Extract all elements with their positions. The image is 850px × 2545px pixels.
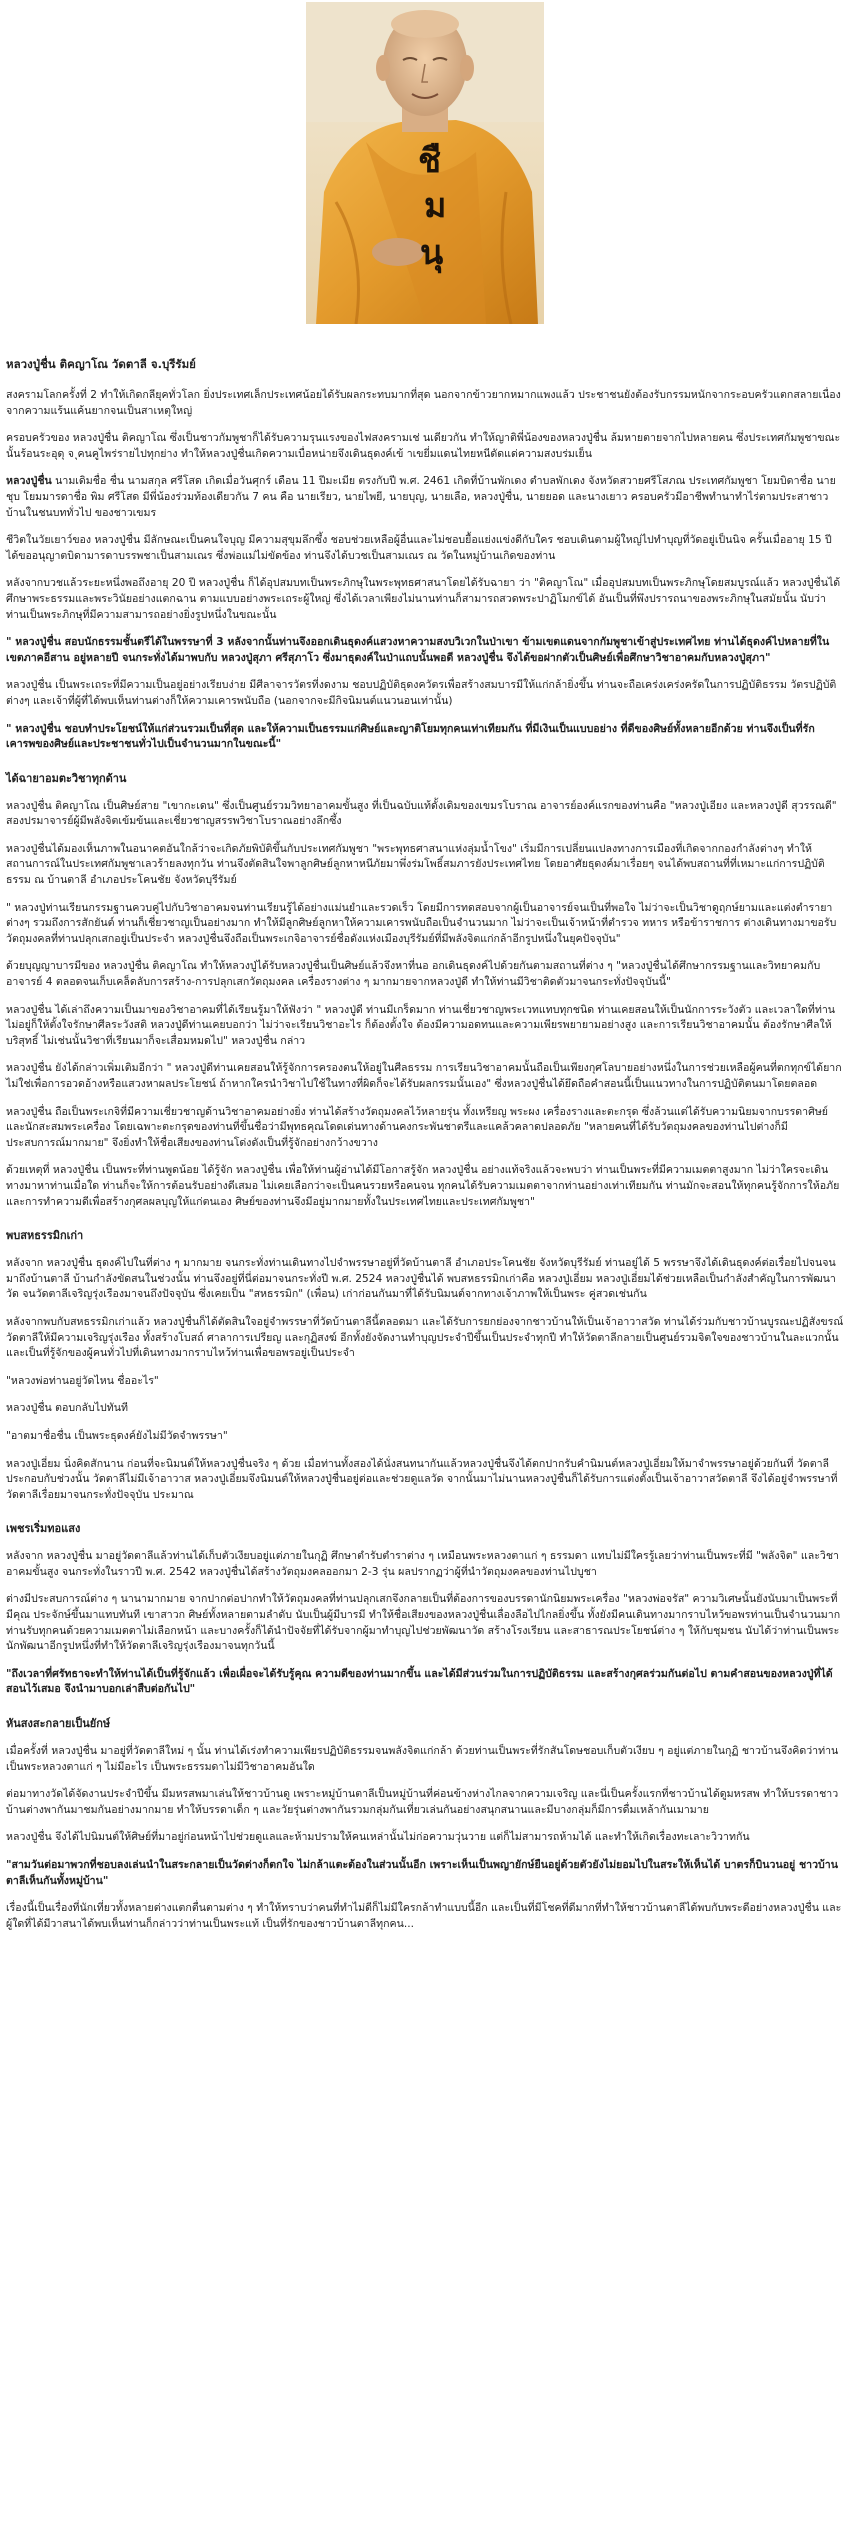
- body-paragraph: หลวงปู่ชื่น ติคญาโณ เป็นศิษย์สาย "เขากะเดน" ซึ่งเป็นศูนย์รวมวิทยาอาคมขั้นสูง ที่เป็นฉบับแท้ดั้งเดิมของเขมรโบราณ อาจารย์องค์แรกของท่านคือ "หลวงปู่เอียง และหลวงปู่ดี สุวรรณดี" สองปรมาจารย์ผู้มีพลังจิตเข้มข้นและเชี่ยวชาญสรรพวิชาโบราณอย่างลึกซึ้ง: [6, 799, 837, 828]
- body-paragraph: หลวงปู่ชื่น ได้เล่าถึงความเป็นมาของวิชาอาคมที่ได้เรียนรู้มาให้ฟังว่า " หลวงปู่ดี ท่านมีเกร็ดมาก ท่านเชี่ยวชาญพระเวทแทบทุกชนิด ท่านเคยสอนให้เป็นนักการระวังตัว และเวลาใดที่ท่านไม่อยู่ก็ให้ตั้งใจรักษาศีลระวังสติ หลวงปู่ดีท่านเคยบอกว่า ไม่ว่าจะเรียนวิชาอะไร ก็ต้องตั้งใจ ต้องมีความอดทนและความเพียรพยายามอย่างสูง และการเรียนวิชาอาคมนั้น ต้องรักษาศีลให้บริสุทธิ์ ไม่เช่นนั้นวิชาที่เรียนมาก็จะเสื่อมหมดไป" หลวงปู่ชื่น กล่าว: [6, 1003, 836, 1047]
- body-paragraph: หลังจากพบกับสหธรรมิกเก่าแล้ว หลวงปู่ชื่นก็ได้ตัดสินใจอยู่จำพรรษาที่วัดบ้านตาลีนี้ตลอดมา และได้รับการยกย่องจากชาวบ้านให้เป็นเจ้าอาวาสวัด ท่านได้ร่วมกับชาวบ้านบูรณะปฏิสังขรณ์วัดตาลีให้มีความเจริญรุ่งเรือง ทั้งสร้างโบสถ์ ศาลาการเปรียญ และกุฏิสงฆ์ อีกทั้งยังจัดงานทำบุญประจำปีขึ้นเป็นประจำทุกปี ทำให้วัดตาลีกลายเป็นศูนย์รวมจิตใจของชาวบ้านในละแวกนั้น และเป็นที่รู้จักของผู้คนทั่วไปที่เดินทางมากราบไหว้ท่านเพื่อขอพรอยู่เป็นประจำ: [6, 1315, 844, 1360]
- highlight-quote: " หลวงปู่ชื่น ชอบทำประโยชน์ให้แก่ส่วนรวมเป็นที่สุด และให้ความเป็นธรรมแก่ศิษย์และญาติโยมทุกคนเท่าเทียมกัน ที่มีเงินเป็นแบบอย่าง ที่ดีของศิษย์ทั้งหลายอีกด้วย ท่านจึงเป็นที่รักเคารพของศิษย์และประชาชนทั่วไปเป็นจำนวนมากในขณะนี้": [6, 722, 815, 751]
- photo-container: [0, 0, 850, 328]
- article-body: [0, 328, 850, 1932]
- dialogue-line: "หลวงพ่อท่านอยู่วัดไหน ชื่ออะไร": [6, 1374, 159, 1387]
- body-paragraph: หลังจาก หลวงปู่ชื่น มาอยู่วัดตาลีแล้วท่านได้เก็บตัวเงียบอยู่แต่ภายในกุฏิ ศึกษาตำรับตำราต่าง ๆ เหมือนพระหลวงตาแก่ ๆ ธรรมดา แทบไม่มีใครรู้เลยว่าท่านเป็นพระที่มี "พลังจิต" และวิชาอาคมขั้นสูง จนกระทั่งในราวปี พ.ศ. 2542 หลวงปู่ชื่นได้สร้างวัตถุมงคลออกมา 2-3 รุ่น ผลปรากฏว่าผู้ที่นำวัตถุมงคลของท่านไปบูชา: [6, 1550, 840, 1578]
- body-paragraph: เรื่องนี้เป็นเรื่องที่นักเที่ยวทั้งหลายต่างแตกตื่นตามต่าง ๆ ทำให้ทราบว่าคนที่ทำไม่ดีก็ไม่มีใครกล้าทำแบบนี้อีก และเป็นที่มีโชคที่ดีมากที่ทำให้ชาวบ้านตาลีได้พบกับพระดีอย่างหลวงปู่ชื่น และผู้ใดที่ได้มีวาสนาได้พบเห็นท่านก็กล่าวว่าท่านเป็นพระแท้ เป็นที่รักของชาวบ้านตาลีทุกคน...: [6, 1902, 842, 1930]
- body-paragraph: หลวงปู่เอี่ยม นิ่งคิดสักนาน ก่อนที่จะนิมนต์ให้หลวงปู่ชื่นจริง ๆ ด้วย เมื่อท่านทั้งสองได้นั่งสนทนากันแล้วหลวงปู่ชื่นจึงได้ตกปากรับคำนิมนต์หลวงปู่เอี่ยมให้มาจำพรรษาอยู่ด้วยกันที่ วัดตาลี ประกอบกับช่วงนั้น วัดตาลีไม่มีเจ้าอาวาส หลวงปู่เอี่ยมจึงนิมนต์ให้หลวงปู่ชื่นอยู่ต่อและช่วยดูแลวัด จากนั้นมาไม่นานหลวงปู่ชื่นก็ได้รับการแต่งตั้งเป็นเจ้าอาวาสวัดตาลี จึงได้อยู่จำพรรษาที่วัดตาลีเรื่อยมาจนกระทั่งปัจจุบัน ประมาณ: [6, 1457, 838, 1501]
- dialogue-line: "อาตมาชื่อชื่น เป็นพระธุดงค์ยังไม่มีวัดจำพรรษา": [6, 1429, 228, 1442]
- body-paragraph: หลังจาก หลวงปู่ชื่น ธุดงค์ไปในที่ต่าง ๆ มากมาย จนกระทั่งท่านเดินทางไปจำพรรษาอยู่ที่วัดบ้านตาลี อำเภอประโคนชัย จังหวัดบุรีรัมย์ ท่านอยู่ได้ 5 พรรษาจึงได้เดินธุดงค์ต่อเรื่อยไปจนจนมาถึงบ้านตาลี บ้านกำลังขัดสนในช่วงนั้น ท่านจึงอยู่ที่นี่ต่อมาจนกระทั่งปี พ.ศ. 2524 หลวงปู่ชื่นได้ พบสหธรรมิกเก่าคือ หลวงปู่เอี่ยม หลวงปู่เอี่ยมได้ช่วยเหลือเป็นกำลังสำคัญในการพัฒนาวัด จนวัดตาลีเจริญรุ่งเรืองมาจนถึงปัจจุบัน ซึ่งเคยเป็น "สหธรรมิก" (เพื่อน) เก่าก่อนกันมาที่ได้รับนิมนต์จากทางเจ้าภาพให้เป็นพระ คู่สวดเช่นกัน: [6, 1257, 836, 1301]
- body-paragraph: หลวงปู่ชื่น จึงได้ไปนิมนต์ให้ศิษย์ที่มาอยู่ก่อนหน้าไปช่วยดูแลและห้ามปรามให้คนเหล่านั้นไม่ก่อความวุ่นวาย แต่ก็ไม่สามารถห้ามได้ และทำให้เกิดเรื่องทะเลาะวิวาทกัน: [6, 1831, 750, 1844]
- monk-photo-illustration: [306, 2, 544, 324]
- name-glyph-2: ม: [424, 186, 447, 226]
- body-paragraph: ต่อมาทางวัดได้จัดงานประจำปีขึ้น มีมหรสพมาเล่นให้ชาวบ้านดู เพราะหมู่บ้านตาลีเป็นหมู่บ้านที่ค่อนข้างห่างไกลจากความเจริญ และนี่เป็นครั้งแรกที่ชาวบ้านได้ดูมหรสพ ทำให้บรรดาชาวบ้านต่างพากันมาชมกันอย่างมากมาย ทำให้บรรดาเด็ก ๆ และวัยรุ่นต่างพากันรวมกลุ่มกันเที่ยวเล่นกันอย่างสนุกสนานและมีบางกลุ่มก็มีการดื่มเหล้ากันเมามาย: [6, 1788, 839, 1816]
- bio-label: หลวงปู่ชื่น: [6, 475, 52, 488]
- intro-paragraph: ครอบครัวของ หลวงปู่ชื่น ติคญาโณ ซึ่งเป็นชาวกัมพูชาก็ได้รับความรุนแรงของไฟสงครามเช่ นเดียวกัน ทำให้ญาติพี่น้องของหลวงปู่ชื่น ล้มหายตายจากไปหลายคน ซึ่งประเทศกัมพูชาขณะนั้นร้อนระอุดุ จ ุคนคูไพร่รายไปทุกย่าง ทำให้หลวงปู่ชื่นเกิดความเบื่อหน่ายจึงเดินธุดงค์เข้ าเขยี่มแดนไทยหนีดัดแด่ความสงบร่มเย็น: [6, 432, 841, 460]
- section-heading: ได้ฉายาอมตะวิชาทุกด้าน: [6, 771, 127, 785]
- body-paragraph: หลวงปู่ชื่น ยังได้กล่าวเพิ่มเติมอีกว่า " หลวงปู่ดีท่านเคยสอนให้รู้จักการครองตนให้อยู่ในศีลธรรม การเรียนวิชาอาคมนั้นถือเป็นเพียงกุศโลบายอย่างหนึ่งในการช่วยเหลือผู้คนที่ตกทุกข์ได้ยาก ไม่ใช่เพื่อการอวดอ้างหรือแสวงหาผลประโยชน์ ถ้าหากใครนำวิชาไปใช้ในทางที่ผิดก็จะได้รับผลกรรมนั้นเอง" ซึ่งหลวงปู่ชื่นได้ยึดถือคำสอนนี้เป็นแนวทางในการปฏิบัติตนมาโดยตลอด: [6, 1062, 842, 1090]
- dialogue-line: หลวงปู่ชื่น ตอบกลับไปทันที: [6, 1402, 128, 1415]
- highlight-quote: "สามวันต่อมาพวกที่ชอบลงเล่นนำในสระกลายเป็นวัดต่างก็ตกใจ ไม่กล้าแตะต้องในส่วนนั้นอีก เพราะเห็นเป็นพญายักษ์ยืนอยู่ด้วยตัวยังไม่ยอมไปในสระให้เห็นได้ บาตรก็บินวนอยู่ ชาวบ้านตาลีเห็นกันทั้งหมู่บ้าน": [6, 1859, 838, 1887]
- body-paragraph: หลวงปู่ชื่น เป็นพระเถระที่มีความเป็นอยู่อย่างเรียบง่าย มีศีลาจารวัตรที่งดงาม ชอบปฏิบัติธุดงควัตรเพื่อสร้างสมบารมีให้แก่กล้ายิ่งขึ้น ท่านจะถือเคร่งเคร่งครัดในการปฏิบัติธรรม วัตรปฏิบัติต่างๆ และเจ้าที่ผู้ที่ได้พบเห็นท่านต่างก็ให้ความเคารพนับถือ (นอกจากจะมีกิจนิมนต์แนวนอนเท่านั้น): [6, 679, 837, 707]
- body-paragraph: เมื่อครั้งที่ หลวงปู่ชื่น มาอยู่ที่วัดตาลีใหม่ ๆ นั้น ท่านได้เร่งทำความเพียรปฏิบัติธรรมจนพลังจิตแก่กล้า ด้วยท่านเป็นพระที่รักสันโดษชอบเก็บตัวเงียบ ๆ อยู่แต่ภายในกุฏิ ชาวบ้านจึงคิดว่าท่านเป็นพระหลวงตาแก่ ๆ ไม่มีอะไร เป็นพระธรรมดาไม่มีวิชาอาคมอันใด: [6, 1745, 839, 1773]
- name-glyph-3: นุ: [420, 233, 444, 273]
- body-paragraph: หลังจากบวชแล้วระยะหนึ่งพอถึงอายุ 20 ปี หลวงปู่ชื่น ก็ได้อุปสมบทเป็นพระภิกษุในพระพุทธศาสนาโดยได้รับฉายา ว่า "ติคญาโณ" เมื่ออุปสมบทเป็นพระภิกษุโดยสมบูรณ์แล้ว หลวงปู่ชื่นได้ศึกษาพระธรรมและพระวินัยอย่างแตกฉาน ตามแบบอย่างพระเถระผู้ใหญ่ ซึ่งได้เวลาเพียงไม่นานท่านก็สามารถสวดพระปาฏิโมกข์ได้ อันเป็นที่พึงปรารถนาของพระภิกษุในสมัยนั้น นับว่าท่านเป็นพระภิกษุที่มีความสามารถอย่างยิ่งรูปหนึ่งในขณะนั้น: [6, 577, 841, 621]
- section-heading: เพชรเริ่มทอแสง: [6, 1522, 81, 1536]
- name-glyph-1: ชื: [418, 141, 442, 181]
- highlight-quote: " หลวงปู่ชื่น สอบนักธรรมชั้นตรีได้ในพรรษาที่ 3 หลังจากนั้นท่านจึงออกเดินธุดงค์แสวงหาความสงบวิเวกในป่าเขา ข้ามเขตแดนจากกัมพูชาเข้าสู่ประเทศไทย ท่านได้ธุดงค์ไปหลายที่ในเขตภาคอีสาน อยู่หลายปี จนกระทั่งได้มาพบกับ หลวงปู่สุภา ศรีสุภาโว ซึ่งมาธุดงค์ในป่าแถบนั้นพอดี หลวงปู่ชื่น จึงได้ขอฝากตัวเป็นศิษย์เพื่อศึกษาวิชาอาคมกับหลวงปู่สุภา": [6, 636, 830, 664]
- intro-paragraph: สงครามโลกครั้งที่ 2 ทำให้เกิดกลียุคทั่วโลก ยิ่งประเทศเล็กประเทศน้อยได้รับผลกระทบมากที่สุด นอกจากข้าวยากหมากแพงแล้ว ประชาชนยังต้องรับกรรมหนักจากระอบครัวแตกสลายเนื่อง จากความแร้นแค้นยากจนเป็นสาเหตุใหญ่: [6, 389, 841, 417]
- section-heading: พบสหธรรมิกเก่า: [6, 1229, 84, 1243]
- bio-paragraph: [6, 474, 844, 521]
- body-paragraph: " หลวงปู่ท่านเรียนกรรมฐานควบคู่ไปกับวิชาอาคมจนท่านเรียนรู้ได้อย่างแม่นยำและรวดเร็ว โดยมีการทดสอบจากผู้เป็นอาจารย์จนเป็นที่พอใจ ไม่ว่าจะเป็นวิชาดูฤกษ์ยามและแต่งตำรายาต่างๆ รวมถึงการสักยันต์ ท่านก็เชี่ยวชาญเป็นอย่างมาก ทำให้มีลูกศิษย์ลูกหาให้ความเคารพนับถือเป็นจำนวนมาก ไม่ว่าจะเป็นเจ้าหน้าที่ตำรวจ ทหาร หรือข้าราชการ ต่างเดินทางมาขอรับวัตถุมงคลที่ท่านปลุกเสกอยู่เป็นประจำ หลวงปู่ชื่นจึงถือเป็นพระเกจิอาจารย์ชื่อดังแห่งเมืองบุรีรัมย์ที่มีพลังจิตแก่กล้าอีกรูปหนึ่งในยุคปัจจุบัน": [6, 901, 837, 945]
- monk-photo: [306, 2, 544, 324]
- section-heading: หันสงสะกลายเป็นยักษ์: [6, 1717, 111, 1731]
- body-paragraph: หลวงปู่ชื่น ถือเป็นพระเกจิที่มีความเชี่ยวชาญด้านวิชาอาคมอย่างยิ่ง ท่านได้สร้างวัตถุมงคลไว้หลายรุ่น ทั้งเหรียญ พระผง เครื่องรางและตะกรุด ซึ่งล้วนแต่ได้รับความนิยมจากบรรดาศิษย์และนักสะสมพระเครื่อง โดยเฉพาะตะกรุดของท่านที่ขึ้นชื่อว่ามีพุทธคุณโดดเด่นทางด้านคงกระพันชาตรีและแคล้วคลาดปลอดภัย "หลายคนที่ได้รับวัตถุมงคลของท่านไปต่างก็มีประสบการณ์มากมาย" จึงยิ่งทำให้ชื่อเสียงของท่านโด่งดังเป็นที่รู้จักอย่างกว้างขวาง: [6, 1105, 829, 1149]
- body-paragraph: ต่างมีประสบการณ์ต่าง ๆ นานามากมาย จากปากต่อปากทำให้วัตถุมงคลที่ท่านปลุกเสกจึงกลายเป็นที่ต้องการของบรรดานักนิยมพระเครื่อง "หลวงพ่อจรัส" ความวิเศษนั้นยังนับมาเป็นพระที่มีคุณ ประจักษ์ขึ้นมาแทบทันที เขาสาวก ศิษย์ทั้งหลายตามลำดับ นับเป็นผู้มีบารมี ทำให้ชื่อเสียงของหลวงปู่ชื่นเลื่องลือไปไกลยิ่งขึ้น ทั้งยังมีคนเดินทางมากราบไหว้ขอพรท่านเป็นจำนวนมาก ท่านรับทุกคนด้วยความเมตตาไม่เลือกหน้า และบางครั้งก็ได้นำปัจจัยที่ได้รับจากผู้มาทำบุญไปช่วยพัฒนาวัด สร้างโรงเรียน และสาธารณประโยชน์ต่าง ๆ ให้กับชุมชน นับได้ว่าท่านเป็นพระนักพัฒนาอีกรูปหนึ่งที่ทำให้วัดตาลีเจริญรุ่งเรืองมาจนทุกวันนี้: [6, 1593, 841, 1653]
- body-paragraph: ด้วยบุญญาบารมีของ หลวงปู่ชื่น ติคญาโณ ทำให้หลวงปู่ได้รับหลวงปู่ชื่นเป็นศิษย์แล้วจึงหาที่นอ อกเดินธุดงค์ไปด้วยกันตามสถานที่ต่าง ๆ "หลวงปู่ชื่นได้ศึกษากรรมฐานและวิทยาคมกับอาจารย์ 4 ตลอดจนเก็บเคล็ดลับการสร้าง-การปลุกเสกวัตถุมงคล เครื่องรางต่าง ๆ มากมายจากหลวงปู่ดี ทำให้ท่านมีวิชาติดตัวมาจนกระทั่งปัจจุบันนี้": [6, 960, 821, 989]
- body-paragraph: หลวงปู่ชื่นได้มองเห็นภาพในอนาคตอันใกล้ว่าจะเกิดภัยพิบัติขึ้นกับประเทศกัมพูชา "พระพุทธศาสนาแห่งลุ่มน้ำโขง" เริ่มมีการเปลี่ยนแปลงทางการเมืองที่เกิดจากกองกำลังต่างๆ ทำให้สถานการณ์ในประเทศกัมพูชาเลวร้ายลงทุกวัน ท่านจึงตัดสินใจพาลูกศิษย์ลูกหาหนีภัยมาพึ่งร่มโพธิ์สมภารยังประเทศไทย โดยอาศัยธุดงค์มาเรื่อยๆ จนได้พบสถานที่ที่เหมาะแก่การปฏิบัติธรรม ณ บ้านตาลี อำเภอประโคนชัย จังหวัดบุรีรัมย์: [6, 842, 825, 887]
- body-paragraph: ด้วยเหตุที่ หลวงปู่ชื่น เป็นพระที่ท่านพูดน้อย ได้รู้จัก หลวงปู่ชื่น เพื่อให้ท่านผู้อ่านได้มีโอกาสรู้จัก หลวงปู่ชื่น อย่างแท้จริงแล้วจะพบว่า ท่านเป็นพระที่มีความเมตตาสูงมาก ไม่ว่าใครจะเดินทางมาหาท่านเมื่อใด ท่านก็จะให้การต้อนรับอย่างดีเสมอ ไม่เคยเลือกว่าจะเป็นคนรวยหรือคนจน ทุกคนได้รับความเมตตาจากท่านอย่างเท่าเทียมกัน ท่านมักจะสอนให้ทุกคนรู้จักการให้อภัย และการทำความดีเพื่อสร้างกุศลผลบุญให้แก่ตนเอง ศิษย์ของท่านจึงมีอยู่มากมายทั้งในประเทศไทยและประเทศกัมพูชา": [6, 1164, 840, 1208]
- article-title: หลวงปู่ชื่น ติคญาโณ วัดตาลี จ.บุรีรัมย์: [6, 357, 196, 371]
- bio-text: นามเดิมชื่อ ชื่น นามสกุล ศรีโสด เกิดเมื่อวันศุกร์ เดือน 11 ปีมะเมีย ตรงกับปี พ.ศ. 2461 เกิดที่บ้านพักเดง ตำบลพักเดง จังหวัดสวายศรีโสภณ ประเทศกัมพูชา โยมบิดาชื่อ นายชุบ โยมมารดาชื่อ พิม ศรีโสด มีพี่น้องร่วมท้องเดียวกัน 7 คน คือ นายเรียว, นายไพยี, นายบุญ, นายเลือ, หลวงปู่ชื่น, นายยอด และนางเยาว ครอบครัวมีอาชีพทำนาทำไร่ตามประสาชาวบ้านในชนบททั่วไป ของชาวเขมร: [6, 475, 836, 519]
- highlight-quote: "ถึงเวลาที่ศรัทธาจะทำให้ท่านได้เป็นที่รู้จักแล้ว เพื่อเผื่อจะได้รับรู้คุณ ความดีของท่านมากขึ้น และได้มีส่วนร่วมในการปฏิบัติธรรม และสร้างกุศลร่วมกันต่อไป ตามคำสอนของหลวงปู่ที่ได้สอนไว้เสมอ จึงนำมาบอกเล่าสืบต่อกันไป": [6, 1667, 833, 1696]
- body-paragraph: ชีวิตในวัยเยาว์ของ หลวงปู่ชื่น มีลักษณะเป็นคนใจบุญ มีความสุขุมลึกซึ้ง ชอบช่วยเหลือผู้อื่นและไม่ชอบยื้อแย่งแข่งดีกับใคร ชอบเดินตามผู้ใหญ่ไปทำบุญที่วัดอยู่เป็นนิจ ครั้นเมื่ออายุ 15 ปี ได้ขออนุญาตบิดามารดาบรรพชาเป็นสามเณร ซึ่งพ่อแม่ไม่ขัดข้อง ท่านจึงได้บวชเป็นสามเณร ณ วัดในหมู่บ้านเกิดของท่าน: [6, 534, 832, 562]
